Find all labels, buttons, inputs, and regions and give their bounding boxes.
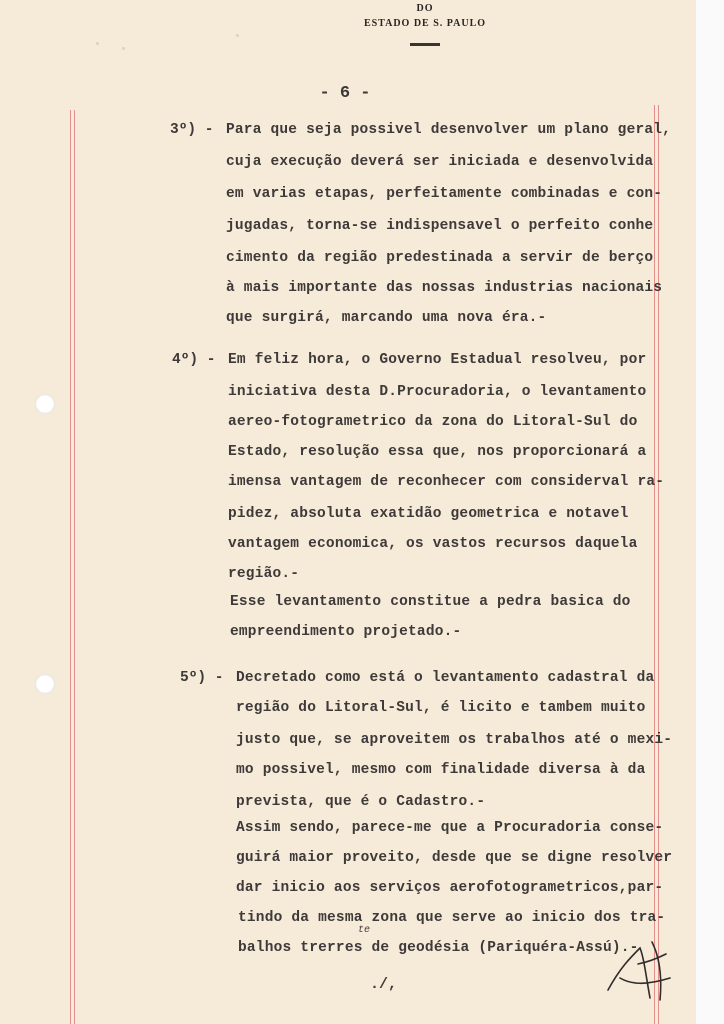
header-line-2: ESTADO DE S. PAULO <box>363 18 487 29</box>
paragraph-line: dar inicio aos serviços aerofotogrametricos,par- <box>236 880 664 896</box>
paragraph-line: balhos trerres de geodésia (Pariquéra-Assú).- <box>238 940 639 956</box>
paragraph-line: prevista, que é o Cadastro.- <box>236 794 486 810</box>
paragraph-number-5: 5º) - <box>180 670 224 686</box>
page-number: - 6 - <box>319 84 371 103</box>
paragraph-line: imensa vantagem de reconhecer com considerval ra- <box>228 474 665 490</box>
paragraph-number-4: 4º) - <box>172 352 216 368</box>
paper-speck <box>96 42 99 45</box>
paragraph-line: que surgirá, marcando uma nova éra.- <box>226 310 547 326</box>
punch-hole-top <box>35 394 55 414</box>
left-margin-rule <box>70 110 71 1024</box>
paragraph-line: mo possivel, mesmo com finalidade diversa à da <box>236 762 646 778</box>
paragraph-line: aereo-fotogrametrico da zona do Litoral-Sul do <box>228 414 638 430</box>
paper-speck <box>236 34 239 37</box>
paragraph-line: Em feliz hora, o Governo Estadual resolveu, por <box>228 352 647 368</box>
paragraph-line: Estado, resolução essa que, nos proporcionará a <box>228 444 647 460</box>
paragraph-line: pidez, absoluta exatidão geometrica e notavel <box>228 506 629 522</box>
paragraph-line: em varias etapas, perfeitamente combinadas e con- <box>226 186 663 202</box>
handwritten-correction: te <box>358 925 371 936</box>
paragraph-line: guirá maior proveito, desde que se digne resolver <box>236 850 673 866</box>
handwritten-signature <box>600 928 680 1008</box>
scan-background-strip <box>696 0 724 1024</box>
paragraph-number-3: 3º) - <box>170 122 214 138</box>
paragraph-line: à mais importante das nossas industrias nacionais <box>226 280 663 296</box>
paragraph-line: empreendimento projetado.- <box>230 624 462 640</box>
paragraph-line: região do Litoral-Sul, é licito e tambem muito <box>236 700 646 716</box>
paragraph-line: Esse levantamento constitue a pedra basica do <box>230 594 631 610</box>
punch-hole-bottom <box>35 674 55 694</box>
paragraph-line: Decretado como está o levantamento cadastral da <box>236 670 655 686</box>
left-margin-rule-inner <box>74 110 75 1024</box>
paragraph-line: iniciativa desta D.Procuradoria, o levantamento <box>228 384 647 400</box>
paragraph-line: vantagem economica, os vastos recursos daquela <box>228 536 638 552</box>
paragraph-line: região.- <box>228 566 300 582</box>
continuation-mark: ./, <box>370 976 398 993</box>
header-divider <box>410 43 440 46</box>
paragraph-line: cuja execução deverá ser iniciada e desenvolvida <box>226 154 654 170</box>
header-line-1: DO <box>416 3 434 14</box>
paragraph-line: jugadas, torna-se indispensavel o perfeito conhe <box>226 218 654 234</box>
paragraph-line: Assim sendo, parece-me que a Procuradoria conse- <box>236 820 664 836</box>
paragraph-line: tindo da mesma zona que serve ao inicio dos tra- <box>238 910 666 926</box>
paragraph-line: cimento da região predestinada a servir de berço <box>226 250 654 266</box>
paper-speck <box>122 47 125 50</box>
paragraph-line: Para que seja possivel desenvolver um plano geral, <box>226 122 672 138</box>
paragraph-line: justo que, se aproveitem os trabalhos até o mexi- <box>236 732 673 748</box>
